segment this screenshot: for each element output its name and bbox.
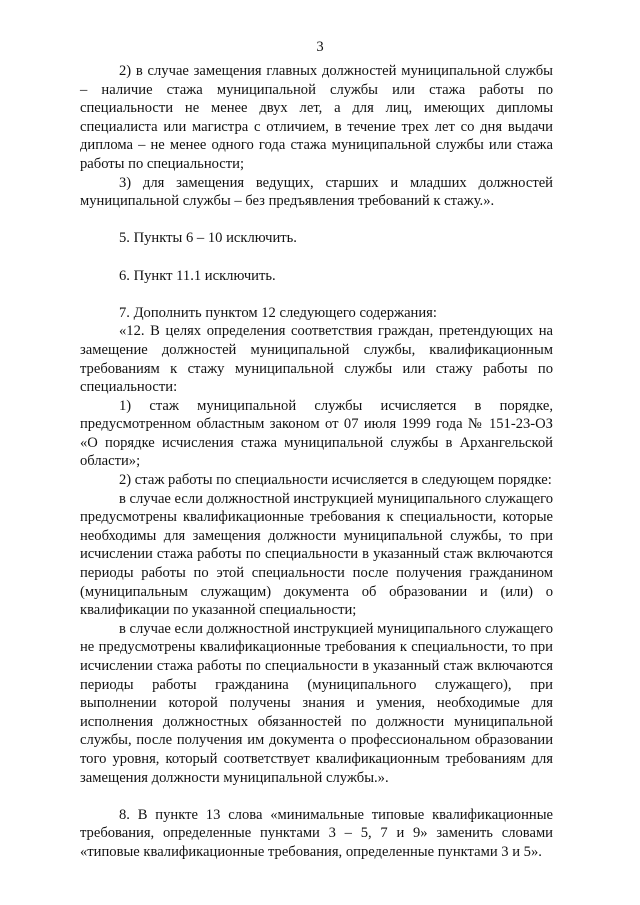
paragraph-case-requirements-specified: в случае если должностной инструкцией муниципального служащего предусмотрены квалификационные требования к специальности, которые необходимы для замещения должности муниципальной службы, то при исчислении стажа работы по специальности в указанный стаж включаются периоды работы по этой специальности после получения гражданином (муниципальным служащим) документа об образовании и (или) о квалификации по указанной специальности; [80, 490, 553, 619]
paragraph-item-5: 5. Пункты 6 – 10 исключить. [119, 230, 297, 247]
paragraph-case-requirements-not-specified: в случае если должностной инструкцией муниципального служащего не предусмотрены квалификационные требования к специальности, то при исчислении стажа работы по специальности в указанный стаж включаются периоды работы гражданина (муниципального служащего), при выполнении которой получены знания и умения, необходимые для исполнения должностных обязанностей по должности муниципальной службы, после получения им документа о профессиональном образовании того уровня, который соответствует квалификационным требованиям для замещения должности муниципальной службы.». [80, 620, 553, 786]
paragraph-item-7: 7. Дополнить пунктом 12 следующего содержания: [119, 304, 437, 321]
paragraph-item-6: 6. Пункт 11.1 исключить. [119, 267, 276, 284]
paragraph-point-12-subitem-2: 2) стаж работы по специальности исчисляется в следующем порядке: [119, 472, 552, 489]
paragraph-senior-positions-experience: 2) в случае замещения главных должностей муниципальной службы – наличие стажа муниципальной службы или стажа работы по специальности не менее двух лет, а для лиц, имеющих дипломы специалиста или магистра с отличием, в течение трех лет со дня выдачи диплома – не менее одного года стажа муниципальной службы или стажа работы по специальности; [80, 63, 553, 172]
paragraph-junior-positions-experience: 3) для замещения ведущих, старших и младших должностей муниципальной службы – без предъявления требований к стажу.». [80, 174, 553, 210]
paragraph-point-12-intro: «12. В целях определения соответствия граждан, претендующих на замещение должностей муниципальной службы, квалификационным требованиям к стажу муниципальной службы или стажу работы по специальности: [80, 323, 553, 396]
page-number: 3 [316, 39, 324, 55]
paragraph-point-12-subitem-1: 1) стаж муниципальной службы исчисляется в порядке, предусмотренном областным законом от 07 июля 1999 года № 151-23-ОЗ «О порядке исчисления стажа муниципальной службы в Архангельской области»; [80, 397, 553, 470]
document-body [80, 62, 553, 862]
paragraph-item-8: 8. В пункте 13 слова «минимальные типовые квалификационные требования, определенные пунктами 3 – 5, 7 и 9» заменить словами «типовые квалификационные требования, определенные пунктами 3 и 5». [80, 806, 553, 860]
